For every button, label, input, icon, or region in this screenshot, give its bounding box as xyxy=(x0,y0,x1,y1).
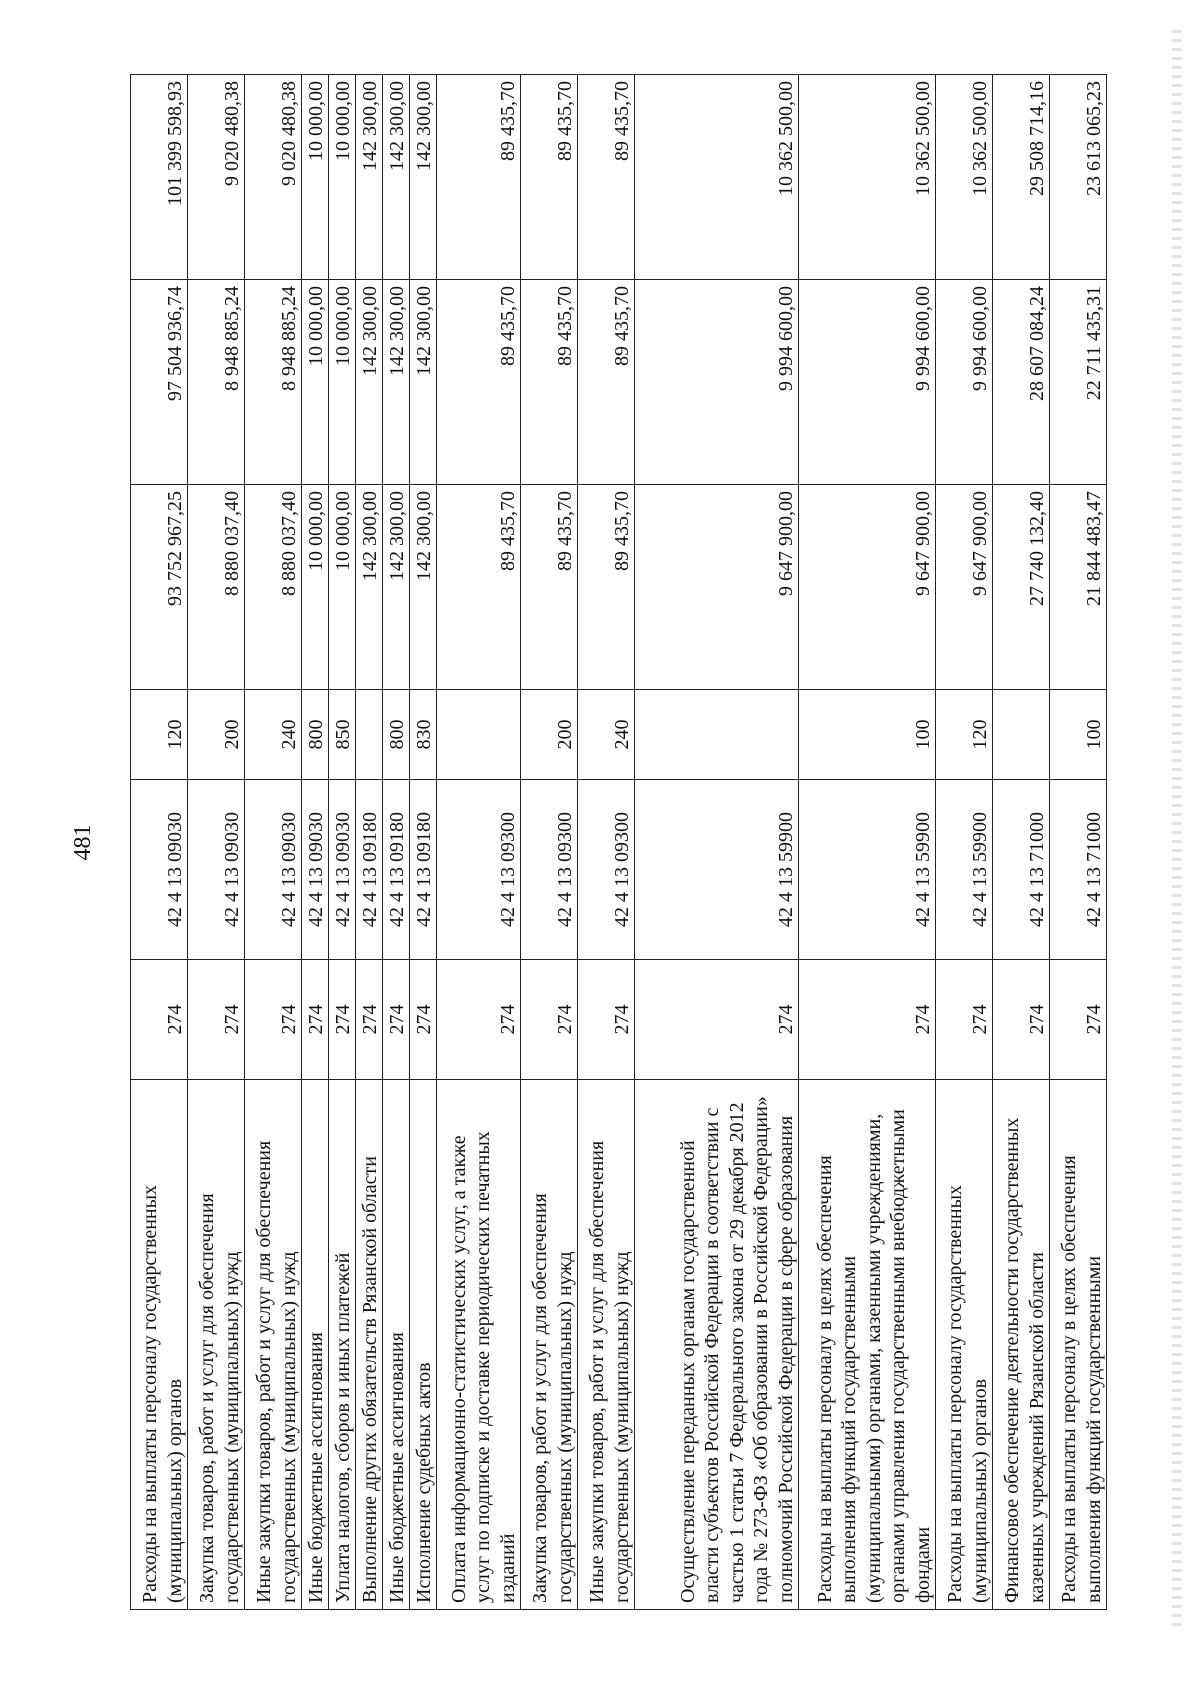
amount-year2-cell: 89 435,70 xyxy=(521,280,578,485)
expense-type-cell xyxy=(635,690,799,780)
amount-year3-cell: 10 000,00 xyxy=(329,75,356,280)
ministry-code-cell: 274 xyxy=(245,960,302,1080)
amount-year3-cell: 89 435,70 xyxy=(521,75,578,280)
amount-year3-cell: 89 435,70 xyxy=(578,75,635,280)
amount-year1-cell: 10 000,00 xyxy=(302,485,329,690)
target-article-cell: 42 4 13 59900 xyxy=(799,780,936,960)
row-name-cell: Закупка товаров, работ и услуг для обеспечения государственных (муниципальных) нужд xyxy=(188,1080,245,1610)
expense-type-cell xyxy=(437,690,521,780)
row-name-cell: Иные бюджетные ассигнования xyxy=(302,1080,329,1610)
amount-year1-cell: 21 844 483,47 xyxy=(1050,485,1107,690)
ministry-code-cell: 274 xyxy=(437,960,521,1080)
scan-edge-artifact xyxy=(1172,30,1182,1630)
amount-year3-cell: 10 000,00 xyxy=(302,75,329,280)
ministry-code-cell: 274 xyxy=(635,960,799,1080)
table-row xyxy=(1050,75,1107,1610)
row-name-cell: Исполнение судебных актов xyxy=(410,1080,437,1610)
table-row xyxy=(799,75,936,1610)
amount-year1-cell: 8 880 037,40 xyxy=(245,485,302,690)
amount-year3-cell: 142 300,00 xyxy=(383,75,410,280)
amount-year1-cell: 89 435,70 xyxy=(521,485,578,690)
expense-type-cell: 800 xyxy=(302,690,329,780)
row-name-cell: Уплата налогов, сборов и иных платежей xyxy=(329,1080,356,1610)
table-row xyxy=(131,75,188,1610)
expense-type-cell: 850 xyxy=(329,690,356,780)
expense-type-cell: 800 xyxy=(383,690,410,780)
row-name-cell: Расходы на выплаты персоналу в целях обеспечения выполнения функций государственными xyxy=(1050,1080,1107,1610)
amount-year3-cell: 29 508 714,16 xyxy=(993,75,1050,280)
amount-year2-cell: 10 000,00 xyxy=(329,280,356,485)
amount-year2-cell: 142 300,00 xyxy=(383,280,410,485)
amount-year3-cell: 89 435,70 xyxy=(437,75,521,280)
target-article-cell: 42 4 13 09030 xyxy=(188,780,245,960)
expense-type-cell: 120 xyxy=(936,690,993,780)
ministry-code-cell: 274 xyxy=(383,960,410,1080)
table-row xyxy=(356,75,383,1610)
target-article-cell: 42 4 13 09030 xyxy=(245,780,302,960)
budget-table xyxy=(130,74,1107,1610)
row-name-cell: Осуществление переданных органам государственной власти субъектов Российской Федерации в соответствии с частью 1 статьи 7 Федерального закона от 29 декабря 2012 года № 273-ФЗ «Об образовании в Российской Федерации» полномочий Российской Федерации в сфере образования xyxy=(635,1080,799,1610)
target-article-cell: 42 4 13 59900 xyxy=(635,780,799,960)
ministry-code-cell: 274 xyxy=(521,960,578,1080)
amount-year3-cell: 9 020 480,38 xyxy=(188,75,245,280)
amount-year2-cell: 8 948 885,24 xyxy=(188,280,245,485)
ministry-code-cell: 274 xyxy=(1050,960,1107,1080)
table-body xyxy=(131,75,1107,1610)
target-article-cell: 42 4 13 09180 xyxy=(356,780,383,960)
ministry-code-cell: 274 xyxy=(410,960,437,1080)
amount-year1-cell: 89 435,70 xyxy=(578,485,635,690)
amount-year2-cell: 22 711 435,31 xyxy=(1050,280,1107,485)
ministry-code-cell: 274 xyxy=(799,960,936,1080)
amount-year1-cell: 9 647 900,00 xyxy=(635,485,799,690)
ministry-code-cell: 274 xyxy=(356,960,383,1080)
ministry-code-cell: 274 xyxy=(993,960,1050,1080)
row-name-cell: Расходы на выплаты персоналу государственных (муниципальных) органов xyxy=(131,1080,188,1610)
amount-year3-cell: 142 300,00 xyxy=(356,75,383,280)
table-row xyxy=(437,75,521,1610)
amount-year1-cell: 9 647 900,00 xyxy=(799,485,936,690)
amount-year3-cell: 10 362 500,00 xyxy=(799,75,936,280)
amount-year2-cell: 9 994 600,00 xyxy=(635,280,799,485)
amount-year2-cell: 89 435,70 xyxy=(578,280,635,485)
amount-year1-cell: 142 300,00 xyxy=(410,485,437,690)
table-row xyxy=(521,75,578,1610)
row-name-cell: Иные бюджетные ассигнования xyxy=(383,1080,410,1610)
row-name-cell: Расходы на выплаты персоналу государственных (муниципальных) органов xyxy=(936,1080,993,1610)
target-article-cell: 42 4 13 71000 xyxy=(1050,780,1107,960)
amount-year1-cell: 89 435,70 xyxy=(437,485,521,690)
amount-year1-cell: 8 880 037,40 xyxy=(188,485,245,690)
ministry-code-cell: 274 xyxy=(302,960,329,1080)
row-name-cell: Расходы на выплаты персоналу в целях обеспечения выполнения функций государственными (муниципальными) органами, казенными учреждениями, органами управления государственными внебюджетными фондами xyxy=(799,1080,936,1610)
table-row xyxy=(329,75,356,1610)
ministry-code-cell: 274 xyxy=(329,960,356,1080)
target-article-cell: 42 4 13 09300 xyxy=(521,780,578,960)
amount-year3-cell: 101 399 598,93 xyxy=(131,75,188,280)
amount-year3-cell: 23 613 065,23 xyxy=(1050,75,1107,280)
ministry-code-cell: 274 xyxy=(936,960,993,1080)
expense-type-cell xyxy=(993,690,1050,780)
row-name-cell: Иные закупки товаров, работ и услуг для обеспечения государственных (муниципальных) нужд xyxy=(245,1080,302,1610)
expense-type-cell: 240 xyxy=(245,690,302,780)
table-row xyxy=(383,75,410,1610)
row-name-cell: Финансовое обеспечение деятельности государственных казенных учреждений Рязанской области xyxy=(993,1080,1050,1610)
amount-year2-cell: 9 994 600,00 xyxy=(936,280,993,485)
ministry-code-cell: 274 xyxy=(188,960,245,1080)
expense-type-cell: 200 xyxy=(188,690,245,780)
amount-year1-cell: 9 647 900,00 xyxy=(936,485,993,690)
amount-year1-cell: 142 300,00 xyxy=(383,485,410,690)
table-row xyxy=(410,75,437,1610)
row-name-cell: Выполнение других обязательств Рязанской области xyxy=(356,1080,383,1610)
expense-type-cell xyxy=(356,690,383,780)
row-name-cell: Закупка товаров, работ и услуг для обеспечения государственных (муниципальных) нужд xyxy=(521,1080,578,1610)
expense-type-cell: 200 xyxy=(521,690,578,780)
target-article-cell: 42 4 13 09180 xyxy=(410,780,437,960)
rotated-page xyxy=(70,75,1105,1610)
target-article-cell: 42 4 13 09030 xyxy=(329,780,356,960)
ministry-code-cell: 274 xyxy=(131,960,188,1080)
amount-year1-cell: 10 000,00 xyxy=(329,485,356,690)
table-row xyxy=(578,75,635,1610)
target-article-cell: 42 4 13 09180 xyxy=(383,780,410,960)
expense-type-cell: 240 xyxy=(578,690,635,780)
amount-year2-cell: 142 300,00 xyxy=(356,280,383,485)
amount-year1-cell: 93 752 967,25 xyxy=(131,485,188,690)
amount-year1-cell: 142 300,00 xyxy=(356,485,383,690)
row-name-cell: Оплата информационно-статистических услуг, а также услуг по подписке и доставке периодических печатных изданий xyxy=(437,1080,521,1610)
amount-year2-cell: 89 435,70 xyxy=(437,280,521,485)
amount-year1-cell: 27 740 132,40 xyxy=(993,485,1050,690)
target-article-cell: 42 4 13 09300 xyxy=(578,780,635,960)
amount-year2-cell: 97 504 936,74 xyxy=(131,280,188,485)
target-article-cell: 42 4 13 09030 xyxy=(131,780,188,960)
expense-type-cell: 120 xyxy=(131,690,188,780)
target-article-cell: 42 4 13 09030 xyxy=(302,780,329,960)
amount-year2-cell: 28 607 084,24 xyxy=(993,280,1050,485)
amount-year2-cell: 9 994 600,00 xyxy=(799,280,936,485)
amount-year3-cell: 10 362 500,00 xyxy=(635,75,799,280)
expense-type-cell: 830 xyxy=(410,690,437,780)
table-row xyxy=(993,75,1050,1610)
amount-year2-cell: 10 000,00 xyxy=(302,280,329,485)
amount-year3-cell: 10 362 500,00 xyxy=(936,75,993,280)
amount-year2-cell: 142 300,00 xyxy=(410,280,437,485)
expense-type-cell: 100 xyxy=(799,690,936,780)
target-article-cell: 42 4 13 59900 xyxy=(936,780,993,960)
table-row xyxy=(188,75,245,1610)
table-row xyxy=(936,75,993,1610)
page-number: 481 xyxy=(70,824,96,861)
amount-year3-cell: 142 300,00 xyxy=(410,75,437,280)
row-name-cell: Иные закупки товаров, работ и услуг для обеспечения государственных (муниципальных) нужд xyxy=(578,1080,635,1610)
table-row xyxy=(635,75,799,1610)
table-row xyxy=(245,75,302,1610)
amount-year2-cell: 8 948 885,24 xyxy=(245,280,302,485)
amount-year3-cell: 9 020 480,38 xyxy=(245,75,302,280)
expense-type-cell: 100 xyxy=(1050,690,1107,780)
table-row xyxy=(302,75,329,1610)
ministry-code-cell: 274 xyxy=(578,960,635,1080)
target-article-cell: 42 4 13 09300 xyxy=(437,780,521,960)
target-article-cell: 42 4 13 71000 xyxy=(993,780,1050,960)
